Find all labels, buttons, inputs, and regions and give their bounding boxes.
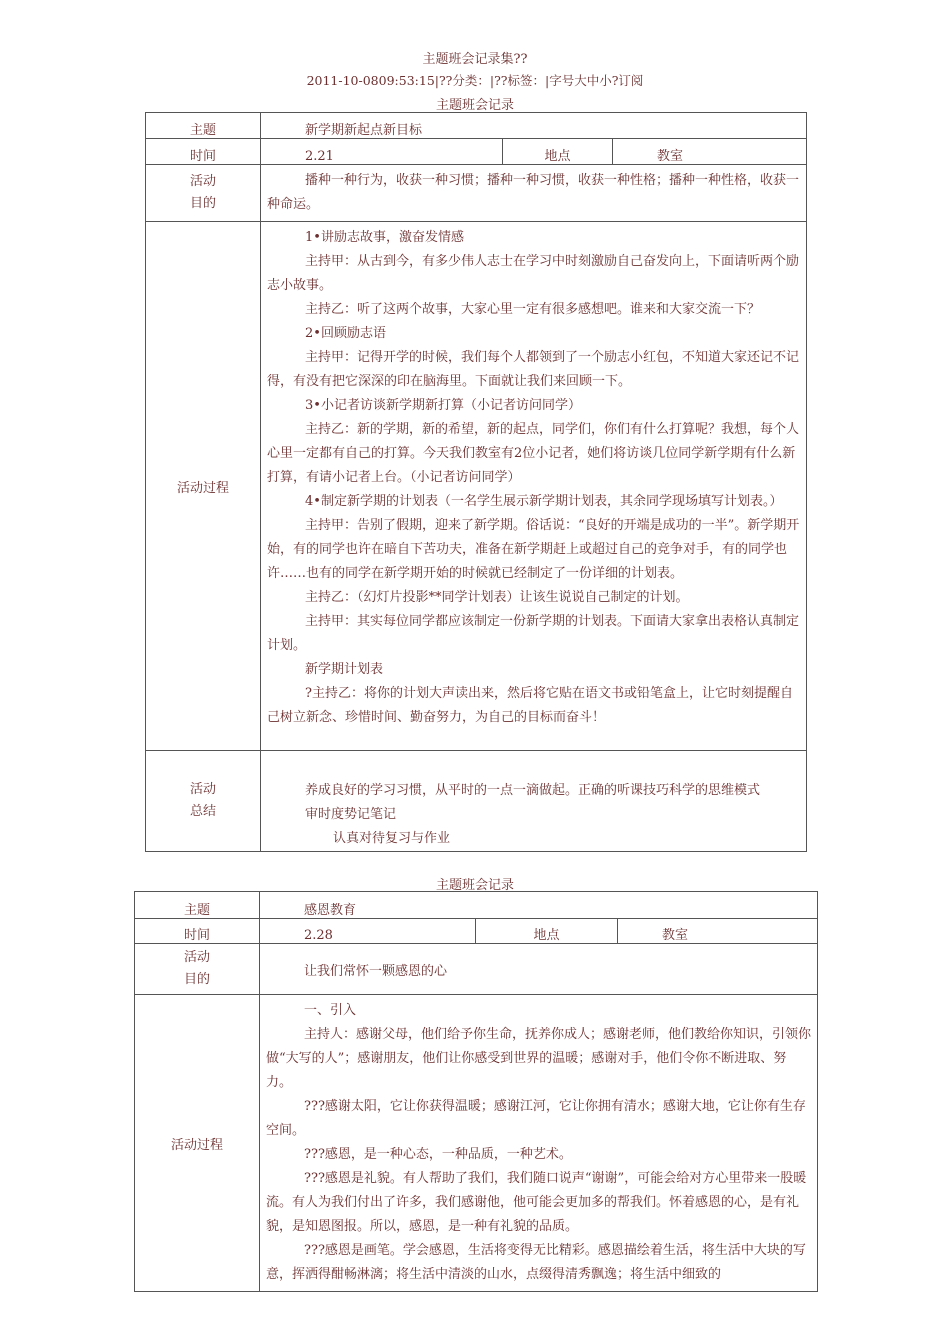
paragraph: 主持甲：记得开学的时候，我们每个人都领到了一个励志小红包，不知道大家还记不记得，有没有把它深深的印在脑海里。下面就让我们来回顾一下。: [267, 350, 800, 389]
record1-summary-body: [261, 751, 807, 852]
record2-process-body: [260, 995, 818, 1292]
paragraph: 一、引入: [304, 1003, 357, 1018]
paragraph: 1•讲励志故事，激奋发情感: [305, 230, 464, 245]
record1-purpose-label-line1: 活动: [189, 174, 216, 189]
record2-heading: 主题班会记录: [435, 878, 514, 893]
paragraph: 2•回顾励志语: [305, 326, 386, 341]
record1-table: [145, 112, 807, 852]
paragraph: 认真对待复习与作业: [333, 831, 451, 846]
record2-topic-value: 感恩教育: [260, 892, 818, 919]
document-title: 主题班会记录集??: [422, 52, 528, 67]
record1-place-value: 教室: [613, 139, 807, 165]
paragraph: 主持甲：其实每位同学都应该制定一份新学期的计划表。下面请大家拿出表格认真制定计划。: [267, 614, 800, 653]
paragraph: 4•制定新学期的计划表（一名学生展示新学期计划表，其余同学现场填写计划表。）: [305, 494, 783, 509]
record1-time-value: 2.21: [261, 139, 503, 165]
paragraph: ???感恩是礼貌。有人帮助了我们，我们随口说声“谢谢”，可能会给对方心里带来一股暖流。有人为我们付出了许多，我们感谢他，他可能会更加多的帮我们。怀着感恩的心，是有礼貌，是知恩图报。所以，感恩，是一种有礼貌的品质。: [266, 1171, 807, 1234]
record1-heading: 主题班会记录: [435, 98, 514, 113]
record1-summary-label-line2: 总结: [189, 804, 216, 819]
record2-purpose-label: [135, 944, 260, 995]
record2-place-label: 地点: [476, 919, 618, 944]
record1-process-label: 活动过程: [146, 222, 261, 751]
paragraph: 审时度势记笔记: [305, 807, 397, 822]
paragraph: ???感恩，是一种心态，一种品质，一种艺术。: [304, 1147, 572, 1162]
record1-time-label: 时间: [146, 139, 261, 165]
record2-place-value: 教室: [618, 919, 818, 944]
record2-time-label: 时间: [135, 919, 260, 944]
record2-table: [134, 891, 818, 1292]
paragraph: 主持甲：从古到今，有多少伟人志士在学习中时刻激励自己奋发向上，下面请听两个励志小故事。: [267, 254, 800, 293]
record1-summary-label: [146, 751, 261, 852]
record1-process-body: [261, 222, 807, 751]
record1-purpose-text: 播种一种行为，收获一种习惯；播种一种习惯，收获一种性格；播种一种性格，收获一种命运。: [267, 173, 800, 212]
record2-purpose-label-line2: 目的: [183, 972, 210, 987]
record2-process-label: 活动过程: [135, 995, 260, 1292]
paragraph: ???感谢太阳，它让你获得温暖；感谢江河，它让你拥有清水；感谢大地，它让你有生存空间。: [266, 1099, 806, 1138]
record2-time-value: 2.28: [260, 919, 476, 944]
record1-purpose-label-line2: 目的: [189, 196, 216, 211]
paragraph: ?主持乙：将你的计划大声读出来，然后将它贴在语文书或铅笔盒上，让它时刻提醒自己树立新念、珍惜时间、勤奋努力，为自己的目标而奋斗！: [267, 686, 793, 725]
record2-topic-label: 主题: [135, 892, 260, 919]
record1-purpose-label: [146, 165, 261, 222]
paragraph: ???感恩是画笔。学会感恩，生活将变得无比精彩。感恩描绘着生活，将生活中大块的写意，挥洒得酣畅淋漓；将生活中清淡的山水，点缀得清秀飘逸；将生活中细致的: [266, 1243, 806, 1282]
paragraph: 3•小记者访谈新学期新打算（小记者访问同学）: [305, 398, 581, 413]
paragraph: 主持乙：（幻灯片投影**同学计划表）让该生说说自己制定的计划。: [305, 590, 689, 605]
document-meta: 2011-10-0809:53:15|??分类：|??标签：|字号大中小?订阅: [306, 73, 644, 88]
paragraph: 主持乙：新的学期，新的希望，新的起点，同学们，你们有什么打算呢？我想，每个人心里一定都有自己的打算。今天我们教室有2位小记者，她们将访谈几位同学新学期有什么新打算，有请小记者上台。（小记者访问同学）: [267, 422, 800, 485]
paragraph: 养成良好的学习习惯，从平时的一点一滴做起。正确的听课技巧科学的思维模式: [305, 783, 761, 798]
record2-purpose-label-line1: 活动: [183, 950, 210, 965]
paragraph: 新学期计划表: [305, 662, 384, 677]
record1-place-label: 地点: [503, 139, 613, 165]
record2-purpose-value: 让我们常怀一颗感恩的心: [260, 944, 818, 995]
paragraph: 主持甲：告别了假期，迎来了新学期。俗话说：“良好的开端是成功的一半”。新学期开始，有的同学也许在暗自下苦功夫，准备在新学期赶上或超过自己的竞争对手，有的同学也许……也有的同学在新学期开始的时候就已经制定了一份详细的计划表。: [267, 518, 800, 581]
paragraph: 主持乙：听了这两个故事，大家心里一定有很多感想吧。谁来和大家交流一下？: [305, 302, 761, 317]
paragraph: 主持人：感谢父母，他们给予你生命，抚养你成人；感谢老师，他们教给你知识，引领你做“大写的人”；感谢朋友，他们让你感受到世界的温暖；感谢对手，他们令你不断进取、努力。: [266, 1027, 812, 1090]
record1-topic-label: 主题: [146, 113, 261, 139]
record1-purpose-value: [261, 165, 807, 222]
record1-topic-value: 新学期新起点新目标: [261, 113, 807, 139]
record1-summary-label-line1: 活动: [189, 782, 216, 797]
